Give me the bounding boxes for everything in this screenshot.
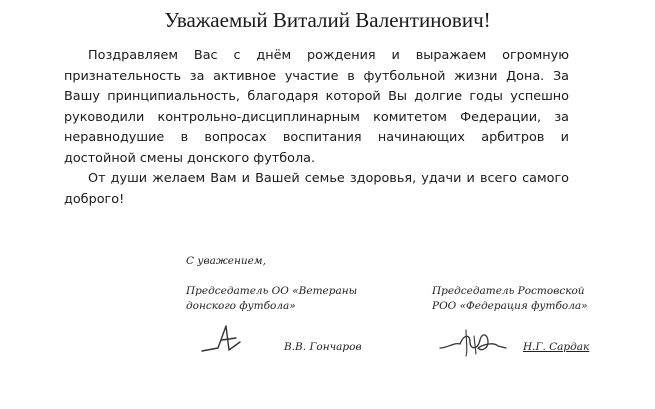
left-handwritten-signature [196, 318, 266, 358]
left-signatory-name: В.В. Гончаров [284, 341, 362, 353]
left-signatory-title-line2: донского футбола» [186, 300, 296, 312]
right-signatory-title-line2: РОО «Федерация футбола» [432, 300, 588, 312]
letter-paragraph-2: От души желаем Вам и Вашей семье здоровья, удачи и всего самого доброго! [64, 171, 569, 207]
letter-greeting: Уважаемый Виталий Валентинович! [164, 8, 491, 32]
left-signatory-title-line1: Председатель ОО «Ветераны [186, 285, 358, 297]
letter-body [64, 46, 569, 210]
right-signatory-title-line1: Председатель Ростовской [432, 285, 585, 297]
closing-salutation: С уважением, [186, 255, 266, 267]
letter-paragraph-1: Поздравляем Вас с днём рождения и выражаем огромную признательность за активное участие в футбольной жизни Дона. За Вашу принципиальность, благодаря которой Вы долгие годы успешно руководили контрольно-дисциплинарным комитетом Федерации, за неравнодушие в вопросах воспитания начинающих арбитров и достойной смены донского футбола. [64, 48, 569, 166]
right-signatory-name: Н.Г. Сардак [523, 341, 590, 353]
right-handwritten-signature [436, 326, 510, 360]
